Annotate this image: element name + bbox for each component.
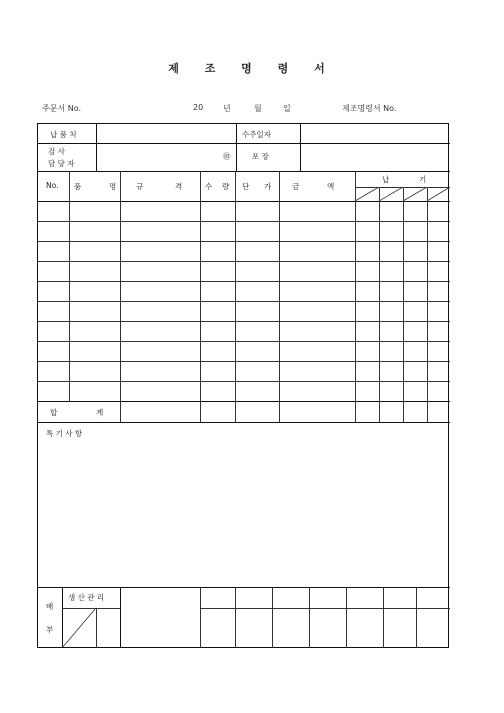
inspector-label-line1: 검 사	[48, 147, 65, 156]
col-item-header-2: 명	[109, 182, 117, 191]
rule	[96, 608, 97, 648]
distribution-label-2: 부	[46, 625, 54, 634]
rule	[200, 587, 201, 648]
date-year-unit: 년	[223, 104, 231, 113]
rule	[279, 171, 280, 422]
rule	[120, 171, 121, 422]
rule	[346, 587, 347, 648]
col-spec-header-1: 규	[136, 182, 144, 191]
rule	[38, 143, 450, 144]
total-label-1: 합	[50, 408, 58, 417]
rule	[38, 341, 450, 342]
rule	[309, 587, 310, 648]
mfg-order-number-label: 제조명령서 No.	[342, 104, 397, 113]
rule	[38, 587, 450, 588]
col-price-header-1: 단	[242, 182, 250, 191]
notes-label: 특 기 사 항	[46, 429, 83, 438]
rule	[38, 301, 450, 302]
rule	[38, 261, 450, 262]
production-label: 생 산 관 리	[68, 593, 105, 602]
seal-mark: ㊞	[223, 152, 231, 161]
rule	[379, 187, 380, 422]
rule	[235, 587, 236, 648]
col-amount-header-2: 액	[327, 182, 335, 191]
page-title: 제 조 명 령 서	[168, 62, 336, 75]
rule	[300, 124, 301, 171]
supplier-label: 납 품 처	[50, 130, 77, 139]
col-amount-header-1: 금	[292, 182, 300, 191]
rule	[38, 381, 450, 382]
order-date-label: 수주일자	[242, 130, 271, 139]
production-diagonal	[62, 608, 96, 648]
col-spec-header-2: 격	[175, 182, 183, 191]
col-no-header: No.	[46, 181, 59, 190]
col-price-header-2: 가	[264, 182, 272, 191]
col-delivery-header-1: 납	[382, 175, 390, 184]
col-item-header-1: 품	[74, 182, 82, 191]
rule	[235, 171, 236, 422]
rule	[38, 221, 450, 222]
rule	[416, 587, 417, 648]
inspector-label-line2: 담 당 자	[48, 159, 75, 168]
rule	[38, 321, 450, 322]
rule	[427, 187, 428, 422]
rule	[96, 124, 97, 171]
rule	[200, 608, 450, 609]
rule	[236, 124, 237, 171]
rule	[38, 281, 450, 282]
rule	[403, 187, 404, 422]
rule	[38, 171, 450, 172]
rule	[38, 241, 450, 242]
total-label-2: 계	[96, 408, 104, 417]
date-day-unit: 일	[283, 104, 291, 113]
delivery-diagonals	[355, 187, 450, 202]
col-delivery-header-2: 기	[419, 175, 427, 184]
rule	[38, 401, 450, 402]
rule	[69, 171, 70, 401]
rule	[38, 361, 450, 362]
order-number-label: 주문서 No.	[42, 104, 82, 113]
date-year: 20	[193, 103, 204, 112]
packing-label: 포 장	[252, 152, 269, 161]
col-qty-header-1: 수	[205, 182, 213, 191]
rule	[200, 171, 201, 422]
rule	[272, 587, 273, 648]
rule	[383, 587, 384, 648]
rule	[38, 422, 450, 423]
rule	[355, 171, 356, 422]
form-frame	[37, 123, 449, 648]
col-qty-header-2: 량	[222, 182, 230, 191]
distribution-label-1: 배	[46, 602, 54, 611]
rule	[120, 587, 121, 648]
date-month-unit: 월	[254, 104, 262, 113]
